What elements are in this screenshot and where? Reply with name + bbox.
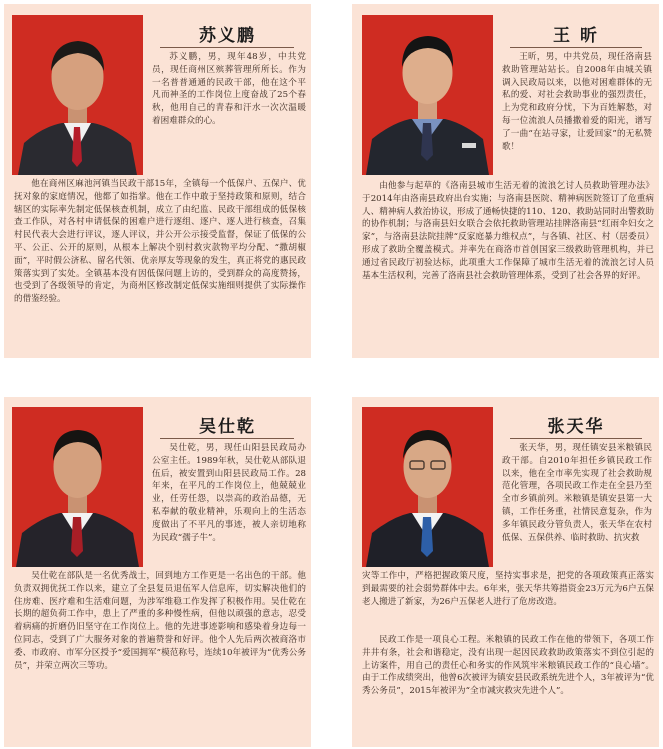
- profile-card-wang-xin: [352, 4, 659, 358]
- profile-card-su-yipeng: [4, 4, 311, 358]
- profile-name: 张天华: [547, 417, 605, 437]
- profile-card-zhang-tianhua: [352, 397, 659, 747]
- name-divider: [510, 438, 642, 439]
- portrait-photo: [362, 407, 493, 567]
- profile-name: 吴仕乾: [199, 417, 256, 437]
- name-divider: [160, 438, 294, 439]
- profile-body: 由他参与起草的《洛南县城市生活无着的流浪乞讨人员救助管理办法》于2014年由洛南县政府出台实施；与洛南县医院、精神病医院签订了危重病人、精神病人救治协议，形成了通畅快捷的110、120、救助站同时出警救助的协作机制；与洛南县妇女联合会依托救助管理站挂牌洛南县“红雨伞妇女之家”，与洛南县法院挂牌“反家庭暴力维权点”，与各镇、社区、村（居委员）形成了救助全覆盖模式。并率先在商洛市首创国家三级救助管理机构，并已通过省民政厅初验达标，此项重大工作保障了城市生活无着的流浪乞讨人员基本生活权利，完善了洛南县社会救助管理体系，受到了社会各界的好评。: [362, 181, 654, 281]
- portrait-figure-icon: [12, 407, 143, 567]
- profile-intro: 苏义鹏，男，现年48岁，中共党员，现任商州区殡葬管理所所长。作为一名普普通通的民政干部，他在这个平凡而神圣的工作岗位上度奋战了25个春秋，他用自己的青春和汗水一次次温暖着困难群众的心。: [152, 52, 306, 126]
- profile-body: 灾等工作中，严格把握政策尺度，坚持实事求是，把党的各项政策真正落实到最需要的社会弱势群体中去。6年来，张天华共筹措资金23万元为6户五保老人搬进了新家，为26户五保老人进行了危房改造。: [362, 571, 654, 607]
- portrait-photo: [12, 15, 143, 175]
- name-divider: [160, 47, 294, 48]
- profile-intro: 吴仕乾，男，现任山阳县民政局办公室主任。1989年秋，吴仕乾从部队退伍后，被安置到山阳县民政局工作。28年来，在平凡的工作岗位上，他兢兢业业，任劳任怨，以崇高的政治品德，无私奉献的敬业精神，乐观向上的生活态度做出了不平凡的事迹，被人亲切地称为民政“孺子牛”。: [152, 443, 306, 543]
- profile-intro: 张天华，男，现任镇安县米粮镇民政干部。自2010年担任乡镇民政工作以来，他在全市率先实现了社会救助规范化管理，各项民政工作走在全县乃至全市乡镇前列。米粮镇是镇安县第一大镇，工作任务重，社情民意复杂，作为多年镇民政分管负责人，张天华在农村低保、五保供养、临时救助、抗灾救: [502, 443, 652, 543]
- profile-body-continued: 民政工作是一项良心工程。米粮镇的民政工作在他的带领下，各项工作井井有条，社会和谐稳定，没有出现一起因民政救助政策落实不到位引起的上访案件，用自己的责任心和务实的作风筑牢米粮镇民政工作的“良心墙”。由于工作成绩突出，他曾6次被评为镇安县民政系统先进个人，3年被评为“优秀公务员”，2015年被评为“全市减灾救灾先进个人”。: [362, 635, 654, 697]
- profile-body: 他在商州区麻池河镇当民政干部15年，全镇每一个低保户、五保户、优抚对象的家庭情况，他都了如指掌。他在工作中敢于坚持政策和原则，结合辖区的实际率先制定低保核查机制，成立了由纪监、民政干部组成的低保核查工作队，对各村申请低保的困难户进行逐组、逐户、逐人进行核查，召集村民代表大会进行评议，逐人评议，并公开公示接受监督，保证了低保的公平、公正、公开的原则，从根本上解决个别村救灾款物平均分配、“撒胡椒面”，平时假公济私、留名代领、优亲厚友等现象的发生，真正将党的惠民政策落实到了实处。全镇基本没有因低保问题上访的，受到群众的高度赞扬，也受到了各级领导的肯定，为商州区修改制定低保实施细则提供了实际操作的借鉴经验。: [14, 179, 306, 305]
- portrait-photo: [362, 15, 493, 175]
- profile-name: 苏义鹏: [199, 26, 256, 46]
- profile-body: 吴仕乾在部队是一名优秀战士，回到地方工作更是一名出色的干部。他负责双拥优抚工作以来，建立了全县复员退伍军人信息库，切实解决他们的住房难、医疗难和生活难问题，为涉军维稳工作发挥了积极作用。吴仕乾在长期的超负荷工作中，患上了严重的多种慢性病，但他以顽强的意志，忍受着病痛的折磨仍旧坚守在工作岗位上。他的先进事迹影响和感染着身边每一位同志，受到了广大服务对象的普遍赞誉和好评。他个人先后两次被商洛市委、市政府、市军分区授予“爱国拥军”模范称号，连续10年被评为“优秀公务员”，并荣立两次三等功。: [14, 571, 306, 671]
- profile-intro: 王昕，男，中共党员，现任洛南县救助管理站站长。自2008年由城关镇调入民政局以来，以他对困难群体的无私的爱、对社会救助事业的强烈责任，上为党和政府分忧，下为百姓解愁，对每一位流浪人员播撒着爱的阳光，谱写了一曲“在站寻家，让爱回家”的无私赞歌！: [502, 52, 652, 152]
- portrait-figure-icon: [362, 407, 493, 567]
- portrait-figure-icon: [12, 15, 143, 175]
- portrait-photo: [12, 407, 143, 567]
- profile-card-wu-shiqian: [4, 397, 311, 747]
- profile-name: 王 昕: [553, 26, 599, 46]
- portrait-figure-icon: [362, 15, 493, 175]
- name-divider: [510, 47, 642, 48]
